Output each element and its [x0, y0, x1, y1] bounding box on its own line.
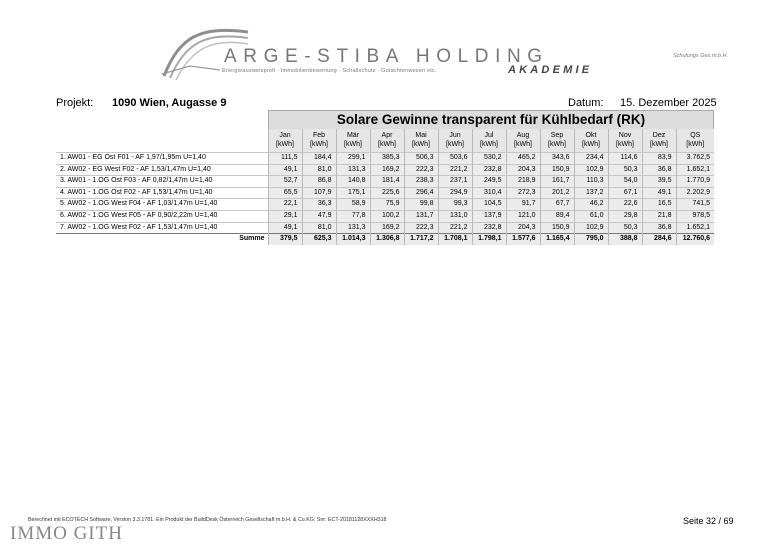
table-cell: 221,2: [438, 222, 472, 234]
table-cell: 22,1: [268, 199, 302, 211]
column-month: Feb: [312, 132, 326, 139]
company-logo: [160, 26, 729, 84]
sum-label: Summe: [56, 234, 268, 245]
table-cell: 49,1: [268, 222, 302, 234]
column-unit: [kWh]: [310, 141, 328, 148]
column-unit: [kWh]: [446, 141, 464, 148]
sum-cell: 1.165,4: [540, 234, 574, 245]
column-unit: [kWh]: [480, 141, 498, 148]
table-cell: 91,7: [506, 199, 540, 211]
row-label: 2. AW02 - EG West F02 - AF 1,53/1,47m U=1,40: [56, 164, 268, 176]
table-cell: 222,3: [404, 164, 438, 176]
sum-cell: 1.717,2: [404, 234, 438, 245]
column-header: [506, 129, 540, 153]
table-cell: 89,4: [540, 210, 574, 222]
table-cell: 741,5: [676, 199, 714, 211]
table-cell: 237,1: [438, 176, 472, 188]
table-cell: 201,2: [540, 187, 574, 199]
table-cell: 99,8: [404, 199, 438, 211]
table-cell: 169,2: [370, 164, 404, 176]
table-row: [56, 164, 714, 176]
column-header: [302, 129, 336, 153]
column-month: Nov: [618, 132, 632, 139]
table-cell: 296,4: [404, 187, 438, 199]
table-cell: 175,1: [336, 187, 370, 199]
table-cell: 506,3: [404, 153, 438, 165]
page-number: Seite 32 / 69: [683, 516, 734, 526]
table-cell: 83,9: [642, 153, 676, 165]
table-cell: 99,3: [438, 199, 472, 211]
sum-row: [56, 234, 714, 245]
table-cell: 16,5: [642, 199, 676, 211]
column-header: [676, 129, 714, 153]
table-cell: 21,8: [642, 210, 676, 222]
table-cell: 272,3: [506, 187, 540, 199]
table-cell: 204,3: [506, 164, 540, 176]
table-cell: 61,0: [574, 210, 608, 222]
table-cell: 131,3: [336, 164, 370, 176]
table-cell: 1.770,9: [676, 176, 714, 188]
sum-cell: 388,8: [608, 234, 642, 245]
table-cell: 150,9: [540, 164, 574, 176]
table-cell: 181,4: [370, 176, 404, 188]
row-label: 1. AW01 - EG Ost F01 - AF 1,97/1,95m U=1,40: [56, 153, 268, 165]
table-cell: 343,6: [540, 153, 574, 165]
header-blank-cell: [56, 129, 268, 153]
table-cell: 221,2: [438, 164, 472, 176]
logo-subtitle: Schulungs Ges.m.b.H.: [673, 53, 729, 59]
table-cell: 111,5: [268, 153, 302, 165]
logo-tagline: Energieausweisprofi · Immobilienbewertung · Schallschutz · Gutachtenwesen etc.: [222, 68, 437, 74]
table-cell: 1.652,1: [676, 164, 714, 176]
footer-logo: IMMO GITH: [10, 523, 123, 544]
table-cell: 249,5: [472, 176, 506, 188]
table-cell: 47,9: [302, 210, 336, 222]
sum-cell: 284,6: [642, 234, 676, 245]
table-cell: 222,3: [404, 222, 438, 234]
table-cell: 169,2: [370, 222, 404, 234]
column-header: [642, 129, 676, 153]
column-header: [574, 129, 608, 153]
table-cell: 238,3: [404, 176, 438, 188]
column-month: Sep: [550, 132, 564, 139]
logo-akademie: AKADEMIE: [508, 64, 593, 76]
sum-cell: 12.760,6: [676, 234, 714, 245]
table-row: [56, 222, 714, 234]
logo-title: ARGE-STIBA HOLDING: [224, 46, 549, 67]
table-cell: 36,8: [642, 222, 676, 234]
table-cell: 54,0: [608, 176, 642, 188]
table-cell: 86,8: [302, 176, 336, 188]
table-cell: 3.762,5: [676, 153, 714, 165]
column-month: Dez: [652, 132, 666, 139]
column-month: Aug: [516, 132, 530, 139]
column-header: [608, 129, 642, 153]
project-value: 1090 Wien, Augasse 9: [112, 97, 227, 109]
table-cell: 46,2: [574, 199, 608, 211]
column-unit: [kWh]: [686, 141, 705, 148]
table-cell: 52,7: [268, 176, 302, 188]
column-month: Mai: [415, 132, 427, 139]
table-cell: 137,9: [472, 210, 506, 222]
table-cell: 114,6: [608, 153, 642, 165]
column-month: Jun: [449, 132, 461, 139]
sum-cell: 795,0: [574, 234, 608, 245]
column-unit: [kWh]: [276, 141, 294, 148]
column-header: [268, 129, 302, 153]
sum-cell: 1.708,1: [438, 234, 472, 245]
table-cell: 107,9: [302, 187, 336, 199]
table-cell: 49,1: [268, 164, 302, 176]
column-month: Jul: [484, 132, 494, 139]
column-month: Apr: [381, 132, 393, 139]
table-cell: 39,5: [642, 176, 676, 188]
table-cell: 503,6: [438, 153, 472, 165]
column-header: [404, 129, 438, 153]
table-cell: 131,0: [438, 210, 472, 222]
column-unit: [kWh]: [582, 141, 600, 148]
sum-cell: 1.577,6: [506, 234, 540, 245]
table-cell: 36,3: [302, 199, 336, 211]
table-cell: 121,0: [506, 210, 540, 222]
column-unit: [kWh]: [514, 141, 532, 148]
table-cell: 67,1: [608, 187, 642, 199]
sum-cell: 1.798,1: [472, 234, 506, 245]
column-month: Okt: [585, 132, 597, 139]
table-row: [56, 176, 714, 188]
table-cell: 530,2: [472, 153, 506, 165]
table-row: [56, 210, 714, 222]
solar-gains-table-wrap: [56, 110, 714, 245]
column-unit: [kWh]: [548, 141, 566, 148]
row-label: 6. AW02 - 1.OG West F05 - AF 0,90/2,22m U=1,40: [56, 210, 268, 222]
table-cell: 137,2: [574, 187, 608, 199]
table-cell: 1.652,1: [676, 222, 714, 234]
table-cell: 2.202,9: [676, 187, 714, 199]
table-cell: 294,9: [438, 187, 472, 199]
table-cell: 50,3: [608, 222, 642, 234]
table-cell: 65,5: [268, 187, 302, 199]
column-header: [370, 129, 404, 153]
sum-cell: 625,3: [302, 234, 336, 245]
table-cell: 385,3: [370, 153, 404, 165]
table-cell: 29,8: [608, 210, 642, 222]
table-row: [56, 153, 714, 165]
table-cell: 978,5: [676, 210, 714, 222]
table-cell: 150,9: [540, 222, 574, 234]
table-cell: 131,7: [404, 210, 438, 222]
column-unit: [kWh]: [412, 141, 430, 148]
table-cell: 102,9: [574, 222, 608, 234]
table-cell: 140,8: [336, 176, 370, 188]
table-cell: 465,2: [506, 153, 540, 165]
date-value: 15. Dezember 2025: [620, 97, 717, 109]
table-cell: 36,8: [642, 164, 676, 176]
table-cell: 50,3: [608, 164, 642, 176]
table-row: [56, 199, 714, 211]
row-label: 4. AW01 - 1.OG Ost F02 - AF 1,53/1,47m U=1,40: [56, 187, 268, 199]
table-cell: 218,9: [506, 176, 540, 188]
table-cell: 110,3: [574, 176, 608, 188]
table-cell: 161,7: [540, 176, 574, 188]
column-unit: [kWh]: [616, 141, 634, 148]
table-header-row: [56, 129, 714, 153]
column-header: [540, 129, 574, 153]
table-row: [56, 187, 714, 199]
table-cell: 104,5: [472, 199, 506, 211]
column-unit: [kWh]: [344, 141, 362, 148]
table-cell: 184,4: [302, 153, 336, 165]
software-note: Berechnet mit ECOTECH Software, Version 3.3.1781. Ein Produkt der BuildDesk Österreich Gesellschaft m.b.H. & Co.KG; Snr: ECT-20181128XXXH318: [28, 517, 387, 523]
table-cell: 67,7: [540, 199, 574, 211]
table-cell: 102,9: [574, 164, 608, 176]
sum-cell: 1.014,3: [336, 234, 370, 245]
solar-gains-table: [56, 129, 714, 245]
column-header: [438, 129, 472, 153]
sum-cell: 379,5: [268, 234, 302, 245]
table-cell: 232,8: [472, 164, 506, 176]
table-cell: 49,1: [642, 187, 676, 199]
table-cell: 77,8: [336, 210, 370, 222]
table-title: Solare Gewinne transparent für Kühlbedarf (RK): [268, 110, 714, 129]
column-unit: [kWh]: [378, 141, 396, 148]
row-label: 3. AW01 - 1.OG Ost F03 - AF 0,82/1,47m U=1,40: [56, 176, 268, 188]
column-unit: [kWh]: [650, 141, 668, 148]
table-cell: 310,4: [472, 187, 506, 199]
column-header: [472, 129, 506, 153]
table-cell: 75,9: [370, 199, 404, 211]
date-label: Datum:: [568, 97, 604, 109]
column-header: [336, 129, 370, 153]
table-cell: 234,4: [574, 153, 608, 165]
table-body: [56, 153, 714, 245]
table-cell: 81,0: [302, 222, 336, 234]
row-label: 5. AW02 - 1.OG West F04 - AF 1,03/1,47m U=1,40: [56, 199, 268, 211]
sum-cell: 1.306,8: [370, 234, 404, 245]
column-month: Jan: [279, 132, 291, 139]
table-cell: 225,6: [370, 187, 404, 199]
table-cell: 100,2: [370, 210, 404, 222]
table-cell: 58,9: [336, 199, 370, 211]
project-label: Projekt:: [56, 97, 94, 109]
table-cell: 22,6: [608, 199, 642, 211]
table-cell: 29,1: [268, 210, 302, 222]
table-cell: 232,8: [472, 222, 506, 234]
table-cell: 299,1: [336, 153, 370, 165]
row-label: 7. AW02 - 1.OG West F02 - AF 1,53/1,47m U=1,40: [56, 222, 268, 234]
column-month: QS: [690, 132, 701, 139]
table-cell: 131,3: [336, 222, 370, 234]
column-month: Mär: [346, 132, 360, 139]
table-cell: 204,3: [506, 222, 540, 234]
table-cell: 81,0: [302, 164, 336, 176]
